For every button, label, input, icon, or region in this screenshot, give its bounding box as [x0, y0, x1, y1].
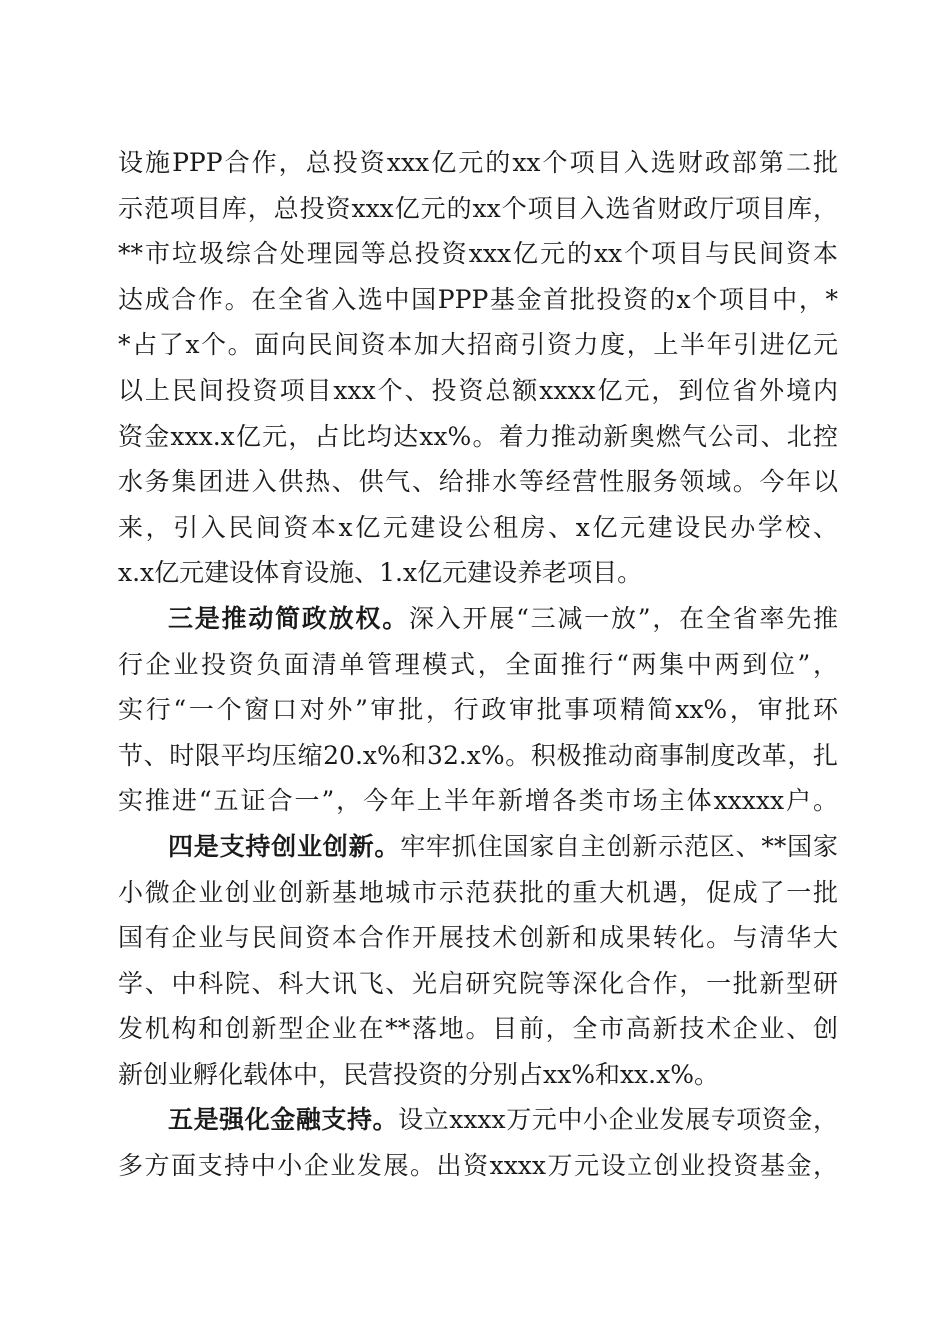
line-text: 水务集团进入供热、供气、给排水等经营性服务领域。今年以: [118, 467, 838, 497]
line-text: 设施PPP合作，总投资xxx亿元的xx个项目入选财政部第二批: [118, 148, 838, 177]
paragraph-heading: 三是推动简政放权。: [168, 603, 409, 633]
line-text: 示范项目库，总投资xxx亿元的xx个项目入选省财政厅项目库，: [118, 193, 838, 223]
text-line: [118, 1143, 838, 1189]
line-text: 达成合作。在全省入选中国PPP基金首批投资的x个项目中，*: [118, 284, 838, 314]
line-text: 深入开展“三减一放”，在全省率先推: [409, 603, 838, 633]
line-text: 发机构和创新型企业在**落地。目前，全市高新技术企业、创: [118, 1014, 838, 1044]
paragraph-first-line: [118, 1097, 838, 1143]
text-line: [118, 642, 838, 688]
text-line: [118, 870, 838, 916]
text-line: [118, 459, 838, 505]
line-text: 国有企业与民间资本合作开展技术创新和成果转化。与清华大: [118, 923, 838, 953]
text-line: [118, 550, 838, 596]
paragraph-first-line: [118, 596, 838, 642]
line-text: 资金xxx.x亿元，占比均达xx%。着力推动新奥燃气公司、北控: [118, 421, 838, 451]
text-line: [118, 778, 838, 824]
text-line: [118, 961, 838, 1007]
line-text: 多方面支持中小企业发展。出资xxxx万元设立创业投资基金，: [118, 1151, 838, 1181]
text-line: [118, 1006, 838, 1052]
line-text: 设立xxxx万元中小企业发展专项资金，: [398, 1105, 838, 1135]
line-text: *占了x个。面向民间资本加大招商引资力度，上半年引进亿元: [118, 330, 838, 360]
line-text: 小微企业创业创新基地城市示范获批的重大机遇，促成了一批: [118, 877, 838, 907]
text-line: [118, 414, 838, 460]
text-line: [118, 505, 838, 551]
line-text: 行企业投资负面清单管理模式，全面推行“两集中两到位”，: [118, 649, 838, 679]
line-text: 实行“一个窗口对外”审批，行政审批事项精简xx%，审批环: [118, 695, 838, 725]
text-line: [118, 322, 838, 368]
text-line: [118, 368, 838, 414]
text-line: [118, 140, 838, 186]
document-body: [118, 140, 838, 1189]
paragraph-heading: 四是支持创业创新。: [168, 831, 401, 861]
line-text: 以上民间投资项目xxx个、投资总额xxxx亿元，到位省外境内: [118, 375, 838, 405]
line-text: 新创业孵化载体中，民营投资的分别占xx%和xx.x%。: [118, 1059, 719, 1089]
text-line: [118, 733, 838, 779]
text-line: [118, 915, 838, 961]
text-line: [118, 277, 838, 323]
line-text: 学、中科院、科大讯飞、光启研究院等深化合作，一批新型研: [118, 968, 838, 998]
line-text: **市垃圾综合处理园等总投资xxx亿元的xx个项目与民间资本: [118, 239, 838, 269]
text-line: [118, 687, 838, 733]
text-line: [118, 231, 838, 277]
text-line: [118, 1052, 838, 1098]
paragraph-heading: 五是强化金融支持。: [168, 1105, 399, 1135]
line-text: 来，引入民间资本x亿元建设公租房、x亿元建设民办学校、: [118, 512, 838, 542]
line-text: 实推进“五证合一”，今年上半年新增各类市场主体xxxxx户。: [118, 786, 838, 816]
line-text: 牢牢抓住国家自主创新示范区、**国家: [400, 831, 838, 861]
paragraph-first-line: [118, 824, 838, 870]
text-line: [118, 186, 838, 232]
line-text: 节、时限平均压缩20.x%和32.x%。积极推动商事制度改革，扎: [118, 740, 838, 770]
line-text: x.x亿元建设体育设施、1.x亿元建设养老项目。: [118, 558, 643, 588]
